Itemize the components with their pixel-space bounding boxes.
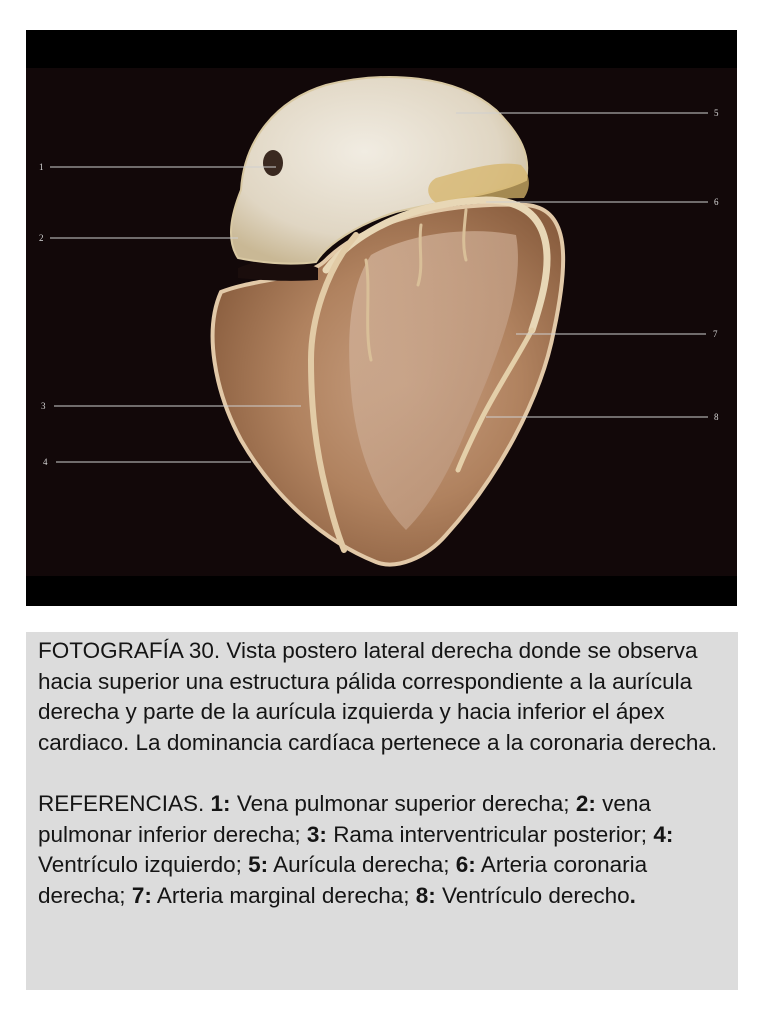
ref-num-3: 3: xyxy=(306,821,327,847)
top-band xyxy=(26,30,737,68)
ref-text-2: vena pulmonar inferior derecha; xyxy=(38,791,651,847)
ref-num-1: 1: xyxy=(210,791,231,816)
ref-num-6: 6: xyxy=(455,852,476,877)
ref-num-2: 2: xyxy=(575,791,596,816)
ref-num-8: 8: xyxy=(415,882,436,908)
caption-description xyxy=(38,636,728,758)
label-6: 6 xyxy=(714,197,719,207)
ref-text-8: Ventrículo derecho xyxy=(442,882,630,908)
references-heading: REFERENCIAS. xyxy=(38,791,205,816)
ref-text-4: Ventrículo izquierdo; xyxy=(38,852,242,877)
label-2: 2 xyxy=(39,233,44,243)
label-7: 7 xyxy=(713,329,718,339)
label-8: 8 xyxy=(714,412,719,422)
heart-illustration xyxy=(26,30,737,606)
ref-num-5: 5: xyxy=(248,852,269,877)
bottom-band xyxy=(26,576,737,606)
ref-text-5: Aurícula derecha; xyxy=(273,852,450,877)
caption-title: FOTOGRAFÍA 30. xyxy=(38,638,221,663)
ref-num-7: 7: xyxy=(131,882,152,908)
caption-text: Vista postero lateral derecha donde se observa hacia superior una estructura pálida correspondiente a la aurícula derecha y parte de la aurícula izquierda y hacia inferior el ápex cardiaco. La dominancia cardíaca pertenece a la coronaria derecha. xyxy=(38,638,718,755)
ref-text-3: Rama interventricular posterior; xyxy=(333,821,648,847)
ref-text-7: Arteria marginal derecha; xyxy=(156,882,410,908)
label-3: 3 xyxy=(41,401,46,411)
label-1: 1 xyxy=(39,162,44,172)
figure-caption xyxy=(26,632,738,990)
ref-text-1: Vena pulmonar superior derecha; xyxy=(236,791,570,816)
ref-num-4: 4: xyxy=(653,821,674,847)
caption-references xyxy=(38,789,728,911)
label-4: 4 xyxy=(43,457,48,467)
caption-spacer xyxy=(38,758,728,789)
label-5: 5 xyxy=(714,108,719,118)
ref-text-6: Arteria coronaria derecha; xyxy=(38,852,648,908)
pulmonary-vein-opening xyxy=(263,150,283,176)
heart-photograph xyxy=(26,30,737,606)
final-period: . xyxy=(629,882,636,908)
